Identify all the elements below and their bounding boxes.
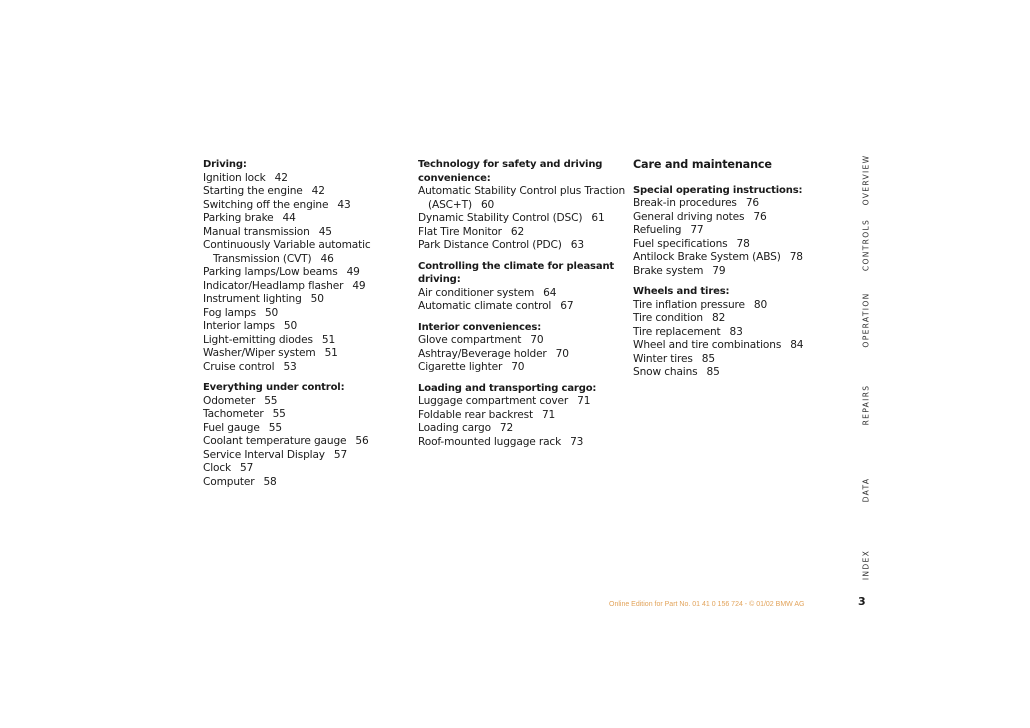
toc-entry[interactable]: Air conditioner system 64 [418,286,557,299]
side-tab-repairs[interactable]: REPAIRS [861,384,871,426]
toc-entry[interactable]: General driving notes 76 [633,210,767,223]
toc-section-technology [418,158,630,253]
toc-entry[interactable]: Luggage compartment cover 71 [418,395,591,407]
toc-entry[interactable]: Tire replacement 83 [633,325,743,338]
toc-column-2 [418,158,630,456]
toc-entry[interactable]: Antilock Brake System (ABS) 78 [633,251,803,263]
toc-entry[interactable]: Park Distance Control (PDC) 63 [418,239,584,251]
toc-entry[interactable]: Starting the engine 42 [203,185,325,197]
side-tab-index[interactable]: INDEX [861,549,871,581]
toc-entry[interactable]: Loading cargo 72 [418,422,514,434]
toc-entry[interactable]: Cigarette lighter 70 [418,361,525,373]
side-tab-operation[interactable]: OPERATION [861,292,871,348]
page-number: 3 [858,595,866,608]
toc-entry[interactable]: Fuel gauge 55 [203,421,282,434]
section-heading: Loading and transporting cargo: [418,382,597,394]
toc-entry[interactable]: Refueling 77 [633,224,704,236]
toc-section-special-operating [633,184,845,279]
toc-entry[interactable]: Winter tires 85 [633,352,715,365]
toc-entry[interactable]: Cruise control 53 [203,360,297,373]
toc-section-everything-under-control [203,381,415,489]
chapter-title: Care and maintenance [633,158,772,171]
toc-section-wheels-tires [633,285,845,380]
toc-entry[interactable]: Brake system 79 [633,264,726,277]
section-heading: Wheels and tires: [633,286,730,297]
toc-entry[interactable]: Foldable rear backrest 71 [418,408,556,421]
toc-entry[interactable]: Manual transmission 45 [203,225,332,238]
toc-entry[interactable]: Odometer 55 [203,394,278,407]
section-heading: Interior conveniences: [418,321,542,333]
toc-entry[interactable]: Service Interval Display 57 [203,448,348,461]
section-heading: Driving: [203,159,247,170]
toc-entry[interactable]: Clock 57 [203,462,254,474]
toc-entry[interactable]: Interior lamps 50 [203,320,298,332]
toc-entry[interactable]: Tachometer 55 [203,408,286,420]
chapter-side-tabs [858,140,874,580]
toc-entry[interactable]: Roof-mounted luggage rack 73 [418,435,584,448]
section-heading: Technology for safety and driving convenience: [418,159,603,184]
toc-entry[interactable]: Switching off the engine 43 [203,198,351,211]
side-tab-data[interactable]: DATA [861,477,871,503]
toc-entry[interactable]: Computer 58 [203,475,277,488]
toc-section-interior [418,321,630,375]
toc-entry[interactable]: Tire inflation pressure 80 [633,298,768,311]
toc-entry[interactable]: Ashtray/Beverage holder 70 [418,347,569,360]
section-heading: Controlling the climate for pleasant driving: [418,260,615,285]
toc-entry[interactable]: Dynamic Stability Control (DSC) 61 [418,212,605,224]
toc-section-driving [203,158,415,374]
toc-entry[interactable]: Fuel specifications 78 [633,237,750,250]
section-heading: Everything under control: [203,382,345,393]
toc-entry[interactable]: Glove compartment 70 [418,334,544,346]
toc-entry[interactable]: Instrument lighting 50 [203,293,324,305]
toc-entry[interactable]: Flat Tire Monitor 62 [418,225,525,238]
toc-entry[interactable]: Washer/Wiper system 51 [203,347,338,359]
toc-entry[interactable]: Fog lamps 50 [203,306,279,319]
toc-entry[interactable]: Automatic climate control 67 [418,300,574,312]
side-tab-controls[interactable]: CONTROLS [861,218,871,272]
toc-column-3 [633,158,845,387]
toc-entry[interactable]: Break-in procedures 76 [633,197,759,209]
toc-entry[interactable]: Parking brake 44 [203,212,296,224]
footer-edition-note: Online Edition for Part No. 01 41 0 156 724 - © 01/02 BMW AG [609,601,805,608]
toc-section-cargo [418,382,630,450]
toc-entry[interactable]: Tire condition 82 [633,312,726,324]
toc-entry[interactable]: Indicator/Headlamp flasher 49 [203,279,366,292]
toc-section-climate [418,260,630,314]
toc-entry[interactable]: Ignition lock 42 [203,171,288,184]
section-heading: Special operating instructions: [633,184,803,196]
toc-entry[interactable]: Automatic Stability Control plus Traction (ASC+T) 60 [418,185,626,211]
toc-entry[interactable]: Snow chains 85 [633,366,720,378]
toc-entry[interactable]: Parking lamps/Low beams 49 [203,266,360,278]
toc-entry[interactable]: Coolant temperature gauge 56 [203,435,369,447]
toc-entry[interactable]: Continuously Variable automatic Transmission (CVT) 46 [203,239,371,265]
side-tab-overview[interactable]: OVERVIEW [861,154,871,206]
toc-column-1 [203,158,415,496]
toc-entry[interactable]: Wheel and tire combinations 84 [633,339,804,351]
toc-entry[interactable]: Light-emitting diodes 51 [203,333,336,346]
